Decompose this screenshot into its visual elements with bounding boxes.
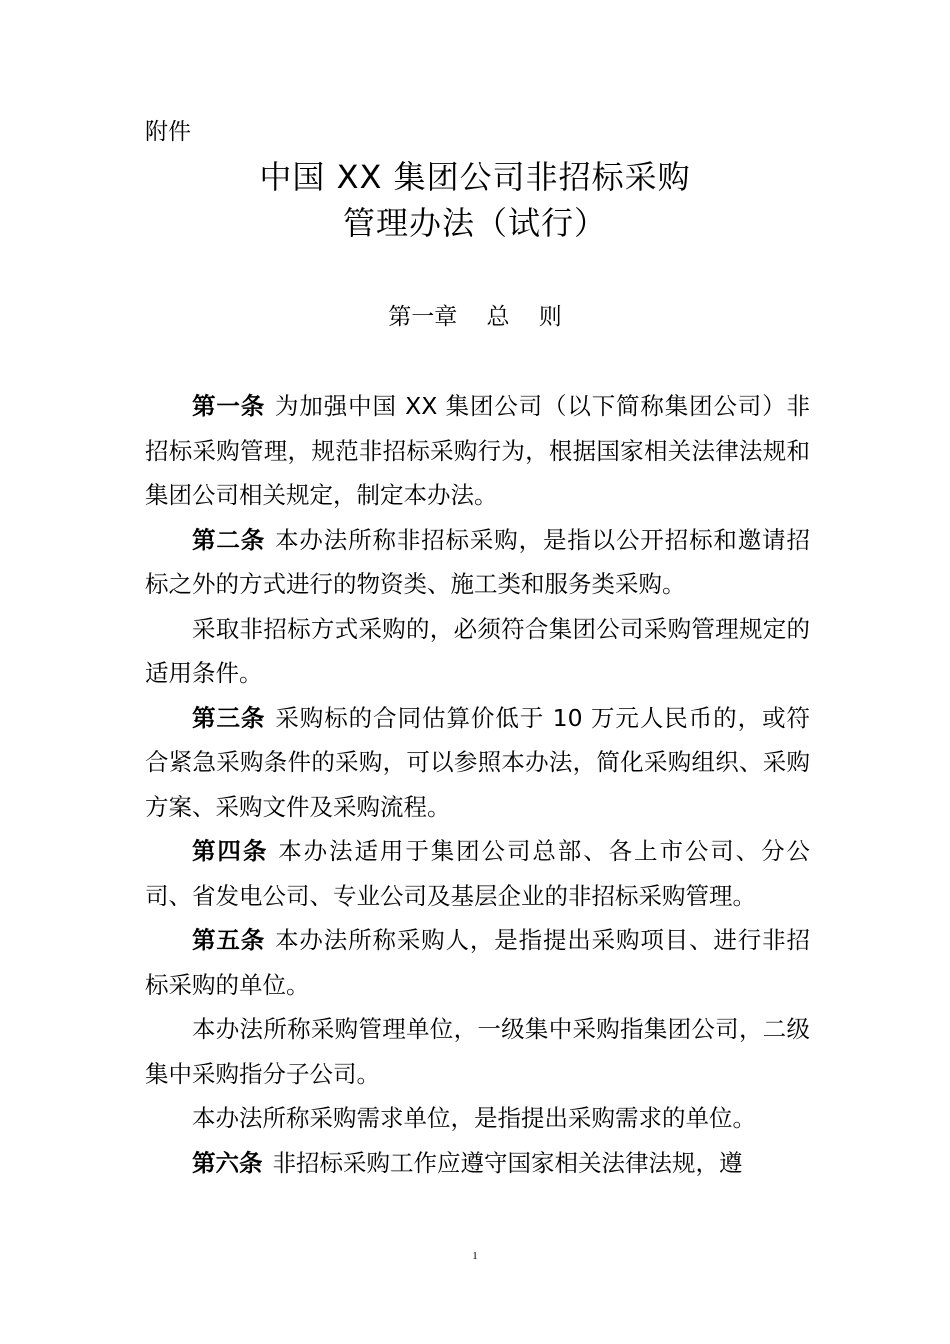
article-number: 第三条 <box>192 703 266 732</box>
paragraph-article-6 <box>145 1141 810 1186</box>
paragraph-text: 采取非招标方式采购的，必须符合集团公司采购管理规定的适用条件。 <box>145 614 810 687</box>
paragraph-text: 非招标采购工作应遵守国家相关法律法规，遵 <box>272 1148 743 1177</box>
document-title-line1: 中国 XX 集团公司非招标采购 <box>259 158 691 196</box>
paragraph-text: 为加强中国 XX 集团公司（以下简称集团公司）非招标采购管理，规范非招标采购行为，根据国家相关法律法规和集团公司相关规定，制定本办法。 <box>145 392 810 509</box>
article-number: 第四条 <box>192 837 269 865</box>
article-number: 第六条 <box>192 1148 263 1177</box>
document-body <box>145 384 810 1185</box>
paragraph-article-5 <box>145 918 810 1007</box>
paragraph-text: 本办法适用于集团公司总部、各上市公司、分公司、省发电公司、专业公司及基层企业的非招标采购管理。 <box>145 837 811 910</box>
chapter-heading: 第一章 总 则 <box>388 304 562 330</box>
paragraph-article-5-continued-b <box>145 1096 810 1141</box>
paragraph-article-3 <box>145 696 810 830</box>
page-number: 1 <box>472 1250 478 1262</box>
paragraph-text: 本办法所称采购管理单位，一级集中采购指集团公司，二级集中采购指分子公司。 <box>145 1015 810 1088</box>
paragraph-article-2 <box>145 518 810 607</box>
paragraph-article-4 <box>145 829 810 918</box>
article-number: 第二条 <box>192 525 266 554</box>
paragraph-text: 本办法所称采购人，是指提出采购项目、进行非招标采购的单位。 <box>145 926 810 999</box>
article-number: 第五条 <box>192 926 266 954</box>
paragraph-text: 本办法所称采购需求单位，是指提出采购需求的单位。 <box>192 1104 756 1132</box>
paragraph-article-5-continued-a <box>145 1007 810 1096</box>
article-number: 第一条 <box>192 392 266 420</box>
paragraph-text: 采购标的合同估算价低于 10 万元人民币的，或符合紧急采购条件的采购，可以参照本办法，简化采购组织、采购方案、采购文件及采购流程。 <box>145 703 811 821</box>
paragraph-text: 本办法所称非招标采购，是指以公开招标和邀请招标之外的方式进行的物资类、施工类和服务类采购。 <box>145 525 810 598</box>
document-title-line2: 管理办法（试行） <box>342 204 607 242</box>
paragraph-article-2-continued <box>145 607 810 696</box>
paragraph-article-1 <box>145 384 810 518</box>
attachment-label: 附件 <box>145 119 191 145</box>
